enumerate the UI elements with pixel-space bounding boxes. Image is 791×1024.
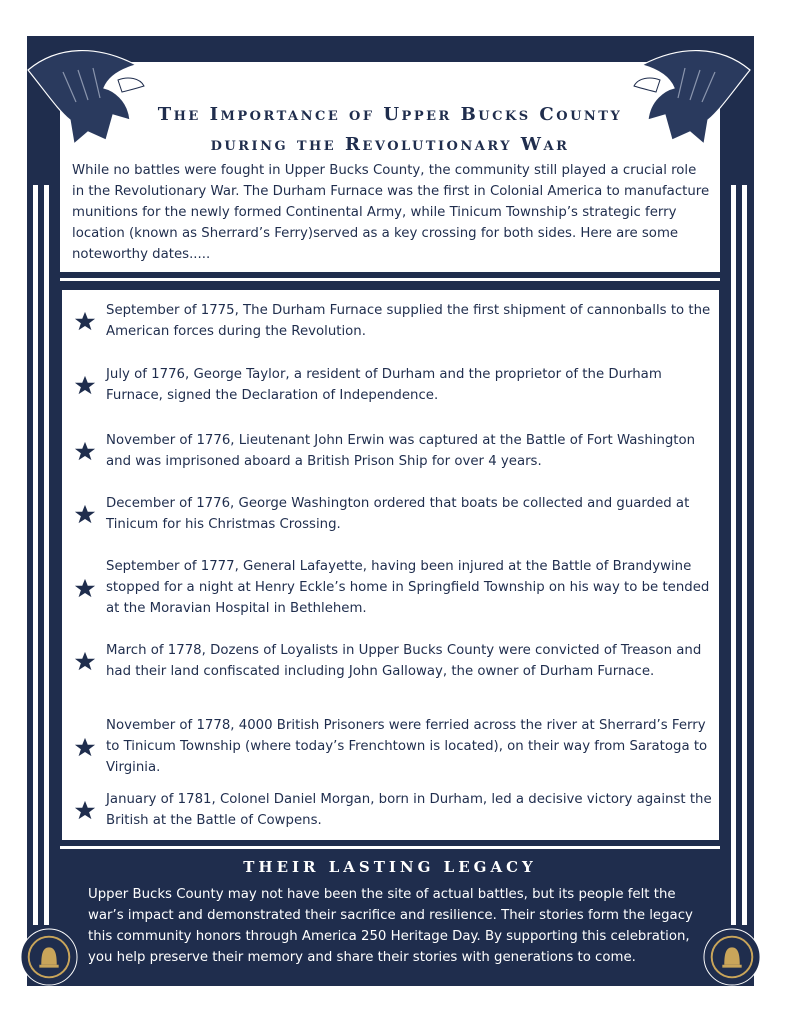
star-icon xyxy=(74,736,96,758)
event-item xyxy=(74,300,714,342)
event-text: January of 1781, Colonel Daniel Morgan, born in Durham, led a decisive victory against the British at the Battle of Cowpens. xyxy=(106,792,712,828)
event-text: November of 1776, Lieutenant John Erwin was captured at the Battle of Fort Washington and was imprisoned aboard a British Prison Ship for over 4 years. xyxy=(106,433,696,469)
divider xyxy=(60,278,720,281)
event-text: November of 1778, 4000 British Prisoners were ferried across the river at Sherrard’s Ferry to Tinicum Township (where today’s Frenchtown is located), on their way from Saratoga to Virginia. xyxy=(106,718,708,775)
liberty-bell-seal-icon xyxy=(703,928,761,986)
right-stripe xyxy=(742,185,747,925)
star-icon xyxy=(74,310,96,332)
event-item xyxy=(74,364,714,406)
title-line-1: The Importance of Upper Bucks County xyxy=(157,104,623,125)
star-icon xyxy=(74,577,96,599)
event-text: March of 1778, Dozens of Loyalists in Upper Bucks County were convicted of Treason and had their land confiscated including John Galloway, the owner of Durham Furnace. xyxy=(106,643,702,679)
divider xyxy=(60,846,720,849)
event-item xyxy=(74,430,714,472)
right-stripe xyxy=(731,185,736,925)
event-item xyxy=(74,640,714,682)
star-icon xyxy=(74,799,96,821)
intro-paragraph: While no battles were fought in Upper Bucks County, the community still played a crucial role in the Revolutionary War. The Durham Furnace was the first in Colonial America to manufacture munitions for the newly formed Continental Army, while Tinicum Township’s strategic ferry location (known as Sherrard’s Ferry)served as a key crossing for both sides. Here are some noteworthy dates..... xyxy=(72,163,710,262)
event-text: July of 1776, George Taylor, a resident of Durham and the proprietor of the Durham Furnace, signed the Declaration of Independence. xyxy=(106,367,662,403)
star-icon xyxy=(74,503,96,525)
event-text: December of 1776, George Washington ordered that boats be collected and guarded at Tinicum for his Christmas Crossing. xyxy=(106,496,690,532)
star-icon xyxy=(74,440,96,462)
event-item xyxy=(74,715,714,778)
legacy-paragraph: Upper Bucks County may not have been the site of actual battles, but its people felt the war’s impact and demonstrated their sacrifice and resilience. Their stories form the legacy this community honors through America 250 Heritage Day. By supporting this celebration, you help preserve their memory and share their stories with generations to come. xyxy=(88,887,693,965)
legacy-heading: THEIR LASTING LEGACY xyxy=(243,858,537,876)
left-stripe xyxy=(33,185,38,925)
event-item xyxy=(74,556,714,619)
event-item xyxy=(74,493,714,535)
page-title xyxy=(60,100,720,160)
event-text: September of 1777, General Lafayette, having been injured at the Battle of Brandywine stopped for a night at Henry Eckle’s home in Springfield Township on his way to be tended at the Moravian Hospital in Bethlehem. xyxy=(106,559,710,616)
event-item xyxy=(74,789,714,831)
liberty-bell-seal-icon xyxy=(20,928,78,986)
title-line-2: during the Revolutionary War xyxy=(210,134,570,155)
event-text: September of 1775, The Durham Furnace supplied the first shipment of cannonballs to the American forces during the Revolution. xyxy=(106,303,711,339)
left-stripe xyxy=(44,185,49,925)
star-icon xyxy=(74,374,96,396)
star-icon xyxy=(74,650,96,672)
